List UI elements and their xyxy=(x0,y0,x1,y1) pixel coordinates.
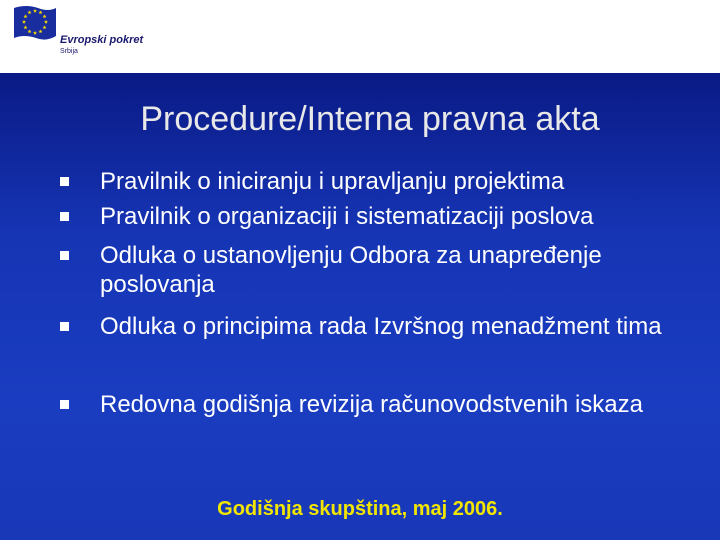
square-bullet-icon xyxy=(60,251,69,260)
bullet-text-5: Redovna godišnja revizija računovodstvenih iskaza xyxy=(100,391,643,418)
bullet-text-1: Pravilnik o iniciranju i upravljanju projektima xyxy=(100,168,565,195)
logo-name: Evropski pokret xyxy=(60,34,144,46)
slide-title: Procedure/Interna pravna akta xyxy=(140,100,600,138)
square-bullet-icon xyxy=(60,322,69,331)
square-bullet-icon xyxy=(60,212,69,221)
square-bullet-icon xyxy=(60,177,69,186)
bullet-text-4: Odluka o principima rada Izvršnog menadžment tima xyxy=(100,313,662,340)
slide-footer: Godišnja skupština, maj 2006. xyxy=(217,498,503,520)
logo-subtitle: Srbija xyxy=(60,48,78,55)
square-bullet-icon xyxy=(60,400,69,409)
bullet-text-3: Odluka o ustanovljenju Odbora za unapređenje poslovanja xyxy=(100,242,602,298)
bullet-text-2: Pravilnik o organizaciji i sistematizaciji poslova xyxy=(100,203,594,230)
